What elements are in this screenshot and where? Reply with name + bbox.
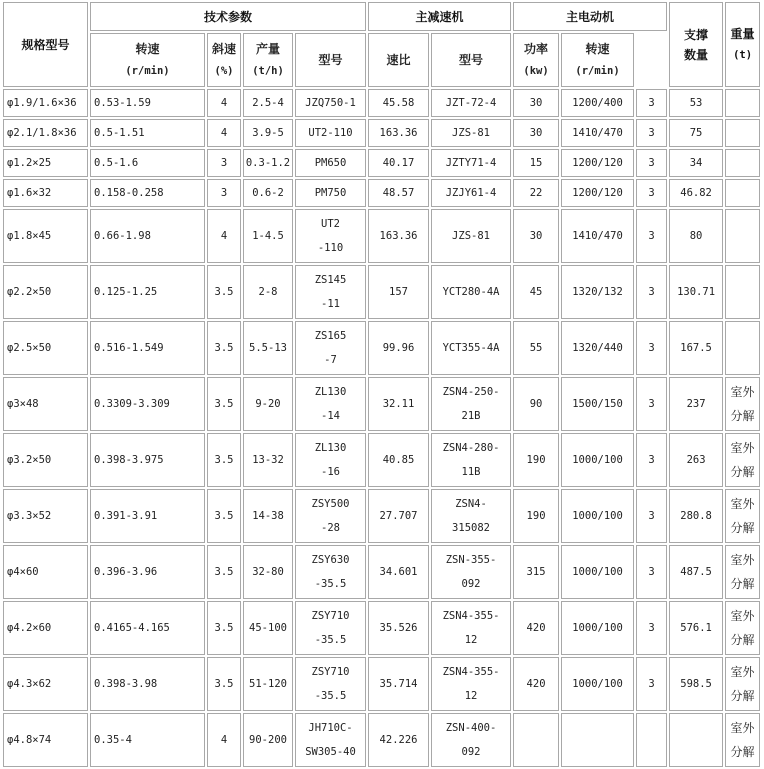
remark-cell: [725, 209, 760, 263]
reducer-model-cell: [295, 209, 366, 263]
remark-cell: [725, 265, 760, 319]
motor-model-cell-line1: ZSN4-280-: [442, 442, 500, 454]
motor-model-cell: YCT280-4A: [431, 265, 511, 319]
motor-speed-cell: 1410/470: [561, 209, 634, 263]
reducer-model-cell: [295, 545, 366, 599]
ratio-cell: 99.96: [368, 321, 429, 375]
remark-cell: [725, 489, 760, 543]
table-row: [3, 89, 762, 117]
slope-cell: 3.5: [207, 433, 241, 487]
header-slope: [207, 33, 241, 87]
reducer-model-cell-line2: -11: [321, 298, 340, 310]
weight-cell: 75: [669, 119, 723, 147]
speed-cell: 0.398-3.975: [90, 433, 205, 487]
header-support-top: 支撑: [684, 27, 709, 42]
motor-speed-cell: 1000/100: [561, 545, 634, 599]
motor-model-cell: [431, 713, 511, 767]
spec-cell: φ1.9/1.6×36: [3, 89, 88, 117]
power-cell: 15: [513, 149, 559, 177]
slope-cell: 3.5: [207, 657, 241, 711]
header-weight: [725, 2, 760, 87]
header-motor-speed: [561, 33, 634, 87]
output-cell: 0.3-1.2: [243, 149, 293, 177]
header-power-unit: (kw): [523, 65, 549, 77]
speed-cell: 0.66-1.98: [90, 209, 205, 263]
weight-cell: 167.5: [669, 321, 723, 375]
motor-model-cell-line1: ZSN-355-: [445, 554, 497, 566]
support-cell: 3: [636, 377, 667, 431]
motor-model-cell-line2: 092: [461, 578, 481, 590]
support-cell: 3: [636, 545, 667, 599]
header-support-count: [669, 2, 723, 87]
remark-cell-line2: 分解: [730, 409, 755, 423]
header-spec: 规格型号: [3, 2, 88, 87]
ratio-cell: 35.526: [368, 601, 429, 655]
support-cell: 3: [636, 209, 667, 263]
weight-cell: 598.5: [669, 657, 723, 711]
reducer-model-cell: [295, 265, 366, 319]
reducer-model-cell: PM750: [295, 179, 366, 207]
header-speed-label: 转速: [135, 42, 160, 56]
remark-cell-line1: 室外: [730, 497, 755, 511]
spec-cell: φ2.5×50: [3, 321, 88, 375]
remark-cell-line1: 室外: [730, 721, 755, 735]
motor-model-cell-line1: ZSN-400-: [445, 722, 497, 734]
support-cell: 3: [636, 149, 667, 177]
slope-cell: 4: [207, 119, 241, 147]
ratio-cell: 48.57: [368, 179, 429, 207]
weight-cell: [669, 713, 723, 767]
support-cell: [636, 713, 667, 767]
motor-model-cell: [431, 545, 511, 599]
motor-model-cell: JZJY61-4: [431, 179, 511, 207]
output-cell: 3.9-5: [243, 119, 293, 147]
spec-cell: φ4.2×60: [3, 601, 88, 655]
reducer-model-cell-line2: SW305-40: [305, 746, 356, 758]
reducer-model-cell-line1: ZS145: [314, 274, 347, 286]
header-power: [513, 33, 559, 87]
output-cell: 9-20: [243, 377, 293, 431]
speed-cell: 0.3309-3.309: [90, 377, 205, 431]
spec-cell: φ1.6×32: [3, 179, 88, 207]
remark-cell-line2: 分解: [730, 689, 755, 703]
remark-cell-line1: 室外: [730, 553, 755, 567]
motor-speed-cell: 1000/100: [561, 433, 634, 487]
slope-cell: 4: [207, 89, 241, 117]
spec-cell: φ2.2×50: [3, 265, 88, 319]
reducer-model-cell: [295, 601, 366, 655]
spec-cell: φ1.8×45: [3, 209, 88, 263]
header-row-1: [3, 2, 762, 31]
spec-cell: φ4.8×74: [3, 713, 88, 767]
reducer-model-cell-line2: -16: [321, 466, 340, 478]
motor-model-cell-line2: 11B: [461, 466, 481, 478]
reducer-model-cell: [295, 657, 366, 711]
reducer-model-cell: [295, 321, 366, 375]
output-cell: 14-38: [243, 489, 293, 543]
power-cell: 30: [513, 89, 559, 117]
reducer-model-cell-line2: -7: [324, 354, 337, 366]
remark-cell-line2: 分解: [730, 633, 755, 647]
header-motor-speed-label: 转速: [585, 42, 610, 56]
speed-cell: 0.516-1.549: [90, 321, 205, 375]
power-cell: 90: [513, 377, 559, 431]
speed-cell: 0.398-3.98: [90, 657, 205, 711]
header-output-label: 产量: [255, 42, 280, 56]
ratio-cell: 163.36: [368, 119, 429, 147]
header-weight-label: 重量: [730, 26, 755, 41]
slope-cell: 3: [207, 179, 241, 207]
header-ratio: 速比: [368, 33, 429, 87]
remark-cell-line1: 室外: [730, 665, 755, 679]
slope-cell: 3.5: [207, 545, 241, 599]
remark-cell: [725, 89, 760, 117]
motor-speed-cell: 1000/100: [561, 657, 634, 711]
motor-model-cell-line2: 12: [464, 634, 478, 646]
power-cell: 30: [513, 119, 559, 147]
remark-cell: [725, 433, 760, 487]
reducer-model-cell: UT2-110: [295, 119, 366, 147]
ratio-cell: 27.707: [368, 489, 429, 543]
support-cell: 3: [636, 657, 667, 711]
rotary-kiln-spec-table: [1, 0, 764, 769]
table-row: [3, 119, 762, 147]
motor-model-cell-line1: ZSN4-: [455, 498, 487, 510]
header-slope-label: 斜速: [211, 42, 236, 56]
motor-model-cell-line2: 092: [461, 746, 481, 758]
motor-speed-cell: 1500/150: [561, 377, 634, 431]
speed-cell: 0.35-4: [90, 713, 205, 767]
slope-cell: 4: [207, 209, 241, 263]
reducer-model-cell-line1: ZSY630: [311, 554, 350, 566]
spec-cell: φ3.2×50: [3, 433, 88, 487]
reducer-model-cell: [295, 489, 366, 543]
ratio-cell: 32.11: [368, 377, 429, 431]
spec-cell: φ4.3×62: [3, 657, 88, 711]
motor-speed-cell: 1000/100: [561, 489, 634, 543]
remark-cell-line2: 分解: [730, 521, 755, 535]
output-cell: 51-120: [243, 657, 293, 711]
motor-model-cell: JZTY71-4: [431, 149, 511, 177]
speed-cell: 0.158-0.258: [90, 179, 205, 207]
reducer-model-cell-line1: ZSY500: [311, 498, 350, 510]
motor-speed-cell: 1320/132: [561, 265, 634, 319]
support-cell: 3: [636, 89, 667, 117]
ratio-cell: 34.601: [368, 545, 429, 599]
motor-speed-cell: 1200/120: [561, 179, 634, 207]
reducer-model-cell-line2: -14: [321, 410, 340, 422]
weight-cell: 80: [669, 209, 723, 263]
slope-cell: 3.5: [207, 377, 241, 431]
header-reducer-model: 型号: [295, 33, 366, 87]
ratio-cell: 40.85: [368, 433, 429, 487]
reducer-model-cell-line2: -35.5: [314, 690, 347, 702]
remark-cell: [725, 713, 760, 767]
support-cell: 3: [636, 601, 667, 655]
speed-cell: 0.391-3.91: [90, 489, 205, 543]
header-speed-unit: (r/min): [125, 65, 170, 77]
header-main-reducer: 主减速机: [368, 2, 511, 31]
power-cell: 22: [513, 179, 559, 207]
motor-model-cell: YCT355-4A: [431, 321, 511, 375]
motor-model-cell-line2: 12: [464, 690, 478, 702]
table-row: [3, 321, 762, 375]
power-cell: [513, 713, 559, 767]
spec-cell: φ3×48: [3, 377, 88, 431]
header-tech-params: 技术参数: [90, 2, 366, 31]
motor-model-cell: JZS-81: [431, 209, 511, 263]
motor-model-cell: [431, 377, 511, 431]
motor-model-cell-line2: 315082: [452, 522, 490, 534]
spec-cell: φ1.2×25: [3, 149, 88, 177]
support-cell: 3: [636, 433, 667, 487]
header-main-motor: 主电动机: [513, 2, 667, 31]
reducer-model-cell: PM650: [295, 149, 366, 177]
header-output: [243, 33, 293, 87]
motor-model-cell: [431, 601, 511, 655]
support-cell: 3: [636, 489, 667, 543]
table-row: [3, 209, 762, 263]
reducer-model-cell-line2: -110: [317, 242, 344, 254]
motor-speed-cell: 1320/440: [561, 321, 634, 375]
remark-cell: [725, 119, 760, 147]
remark-cell: [725, 601, 760, 655]
power-cell: 420: [513, 657, 559, 711]
motor-model-cell: JZT-72-4: [431, 89, 511, 117]
output-cell: 32-80: [243, 545, 293, 599]
output-cell: 5.5-13: [243, 321, 293, 375]
ratio-cell: 40.17: [368, 149, 429, 177]
motor-speed-cell: [561, 713, 634, 767]
remark-cell: [725, 377, 760, 431]
reducer-model-cell-line2: -28: [321, 522, 340, 534]
speed-cell: 0.4165-4.165: [90, 601, 205, 655]
remark-cell-line1: 室外: [730, 385, 755, 399]
reducer-model-cell: [295, 377, 366, 431]
weight-cell: 34: [669, 149, 723, 177]
motor-speed-cell: 1200/400: [561, 89, 634, 117]
header-motor-model: 型号: [431, 33, 511, 87]
remark-cell-line2: 分解: [730, 745, 755, 759]
output-cell: 1-4.5: [243, 209, 293, 263]
power-cell: 55: [513, 321, 559, 375]
power-cell: 30: [513, 209, 559, 263]
motor-model-cell: [431, 657, 511, 711]
header-power-label: 功率: [524, 42, 549, 56]
power-cell: 190: [513, 489, 559, 543]
ratio-cell: 45.58: [368, 89, 429, 117]
speed-cell: 0.396-3.96: [90, 545, 205, 599]
table-row: [3, 149, 762, 177]
slope-cell: 3.5: [207, 321, 241, 375]
weight-cell: 46.82: [669, 179, 723, 207]
reducer-model-cell-line1: ZL130: [314, 386, 347, 398]
reducer-model-cell-line1: ZS165: [314, 330, 347, 342]
speed-cell: 0.53-1.59: [90, 89, 205, 117]
weight-cell: 576.1: [669, 601, 723, 655]
power-cell: 45: [513, 265, 559, 319]
table-row: [3, 265, 762, 319]
motor-model-cell-line1: ZSN4-355-: [442, 610, 500, 622]
speed-cell: 0.5-1.51: [90, 119, 205, 147]
spec-cell: φ3.3×52: [3, 489, 88, 543]
spec-cell: φ2.1/1.8×36: [3, 119, 88, 147]
output-cell: 13-32: [243, 433, 293, 487]
output-cell: 0.6-2: [243, 179, 293, 207]
remark-cell-line1: 室外: [730, 609, 755, 623]
remark-cell-line2: 分解: [730, 577, 755, 591]
slope-cell: 3.5: [207, 489, 241, 543]
slope-cell: 4: [207, 713, 241, 767]
weight-cell: 263: [669, 433, 723, 487]
header-slope-unit: (%): [214, 65, 234, 77]
header-support-bottom: 数量: [684, 47, 709, 62]
header-motor-speed-unit: (r/min): [575, 65, 620, 77]
power-cell: 190: [513, 433, 559, 487]
table-row: [3, 377, 762, 431]
support-cell: 3: [636, 265, 667, 319]
reducer-model-cell: [295, 713, 366, 767]
header-output-unit: (t/h): [252, 65, 284, 77]
weight-cell: 280.8: [669, 489, 723, 543]
table-row: [3, 657, 762, 711]
remark-cell-line2: 分解: [730, 465, 755, 479]
motor-model-cell: JZS-81: [431, 119, 511, 147]
header-speed: [90, 33, 205, 87]
remark-cell: [725, 545, 760, 599]
remark-cell-line1: 室外: [730, 441, 755, 455]
motor-model-cell-line2: 21B: [461, 410, 481, 422]
slope-cell: 3.5: [207, 601, 241, 655]
motor-speed-cell: 1200/120: [561, 149, 634, 177]
slope-cell: 3.5: [207, 265, 241, 319]
table-row: [3, 489, 762, 543]
ratio-cell: 35.714: [368, 657, 429, 711]
header-weight-unit: (t): [733, 48, 753, 61]
header-row-2: [3, 33, 762, 87]
weight-cell: 53: [669, 89, 723, 117]
output-cell: 90-200: [243, 713, 293, 767]
table-row: [3, 601, 762, 655]
slope-cell: 3: [207, 149, 241, 177]
reducer-model-cell: JZQ750-1: [295, 89, 366, 117]
motor-model-cell-line1: ZSN4-355-: [442, 666, 500, 678]
speed-cell: 0.125-1.25: [90, 265, 205, 319]
ratio-cell: 42.226: [368, 713, 429, 767]
weight-cell: 487.5: [669, 545, 723, 599]
power-cell: 315: [513, 545, 559, 599]
remark-cell: [725, 149, 760, 177]
motor-model-cell: [431, 489, 511, 543]
reducer-model-cell-line1: ZL130: [314, 442, 347, 454]
motor-speed-cell: 1410/470: [561, 119, 634, 147]
output-cell: 2.5-4: [243, 89, 293, 117]
table-row: [3, 433, 762, 487]
motor-model-cell-line1: ZSN4-250-: [442, 386, 500, 398]
output-cell: 2-8: [243, 265, 293, 319]
motor-model-cell: [431, 433, 511, 487]
table-row: [3, 545, 762, 599]
power-cell: 420: [513, 601, 559, 655]
reducer-model-cell-line1: ZSY710: [311, 666, 350, 678]
support-cell: 3: [636, 119, 667, 147]
reducer-model-cell-line2: -35.5: [314, 578, 347, 590]
table-row: [3, 179, 762, 207]
support-cell: 3: [636, 179, 667, 207]
support-cell: 3: [636, 321, 667, 375]
reducer-model-cell-line2: -35.5: [314, 634, 347, 646]
remark-cell: [725, 179, 760, 207]
spec-cell: φ4×60: [3, 545, 88, 599]
ratio-cell: 157: [368, 265, 429, 319]
weight-cell: 130.71: [669, 265, 723, 319]
output-cell: 45-100: [243, 601, 293, 655]
speed-cell: 0.5-1.6: [90, 149, 205, 177]
table-row: [3, 713, 762, 767]
remark-cell: [725, 657, 760, 711]
weight-cell: 237: [669, 377, 723, 431]
reducer-model-cell-line1: ZSY710: [311, 610, 350, 622]
remark-cell: [725, 321, 760, 375]
reducer-model-cell: [295, 433, 366, 487]
reducer-model-cell-line1: JH710C-: [308, 722, 353, 734]
reducer-model-cell-line1: UT2: [321, 218, 340, 230]
motor-speed-cell: 1000/100: [561, 601, 634, 655]
ratio-cell: 163.36: [368, 209, 429, 263]
